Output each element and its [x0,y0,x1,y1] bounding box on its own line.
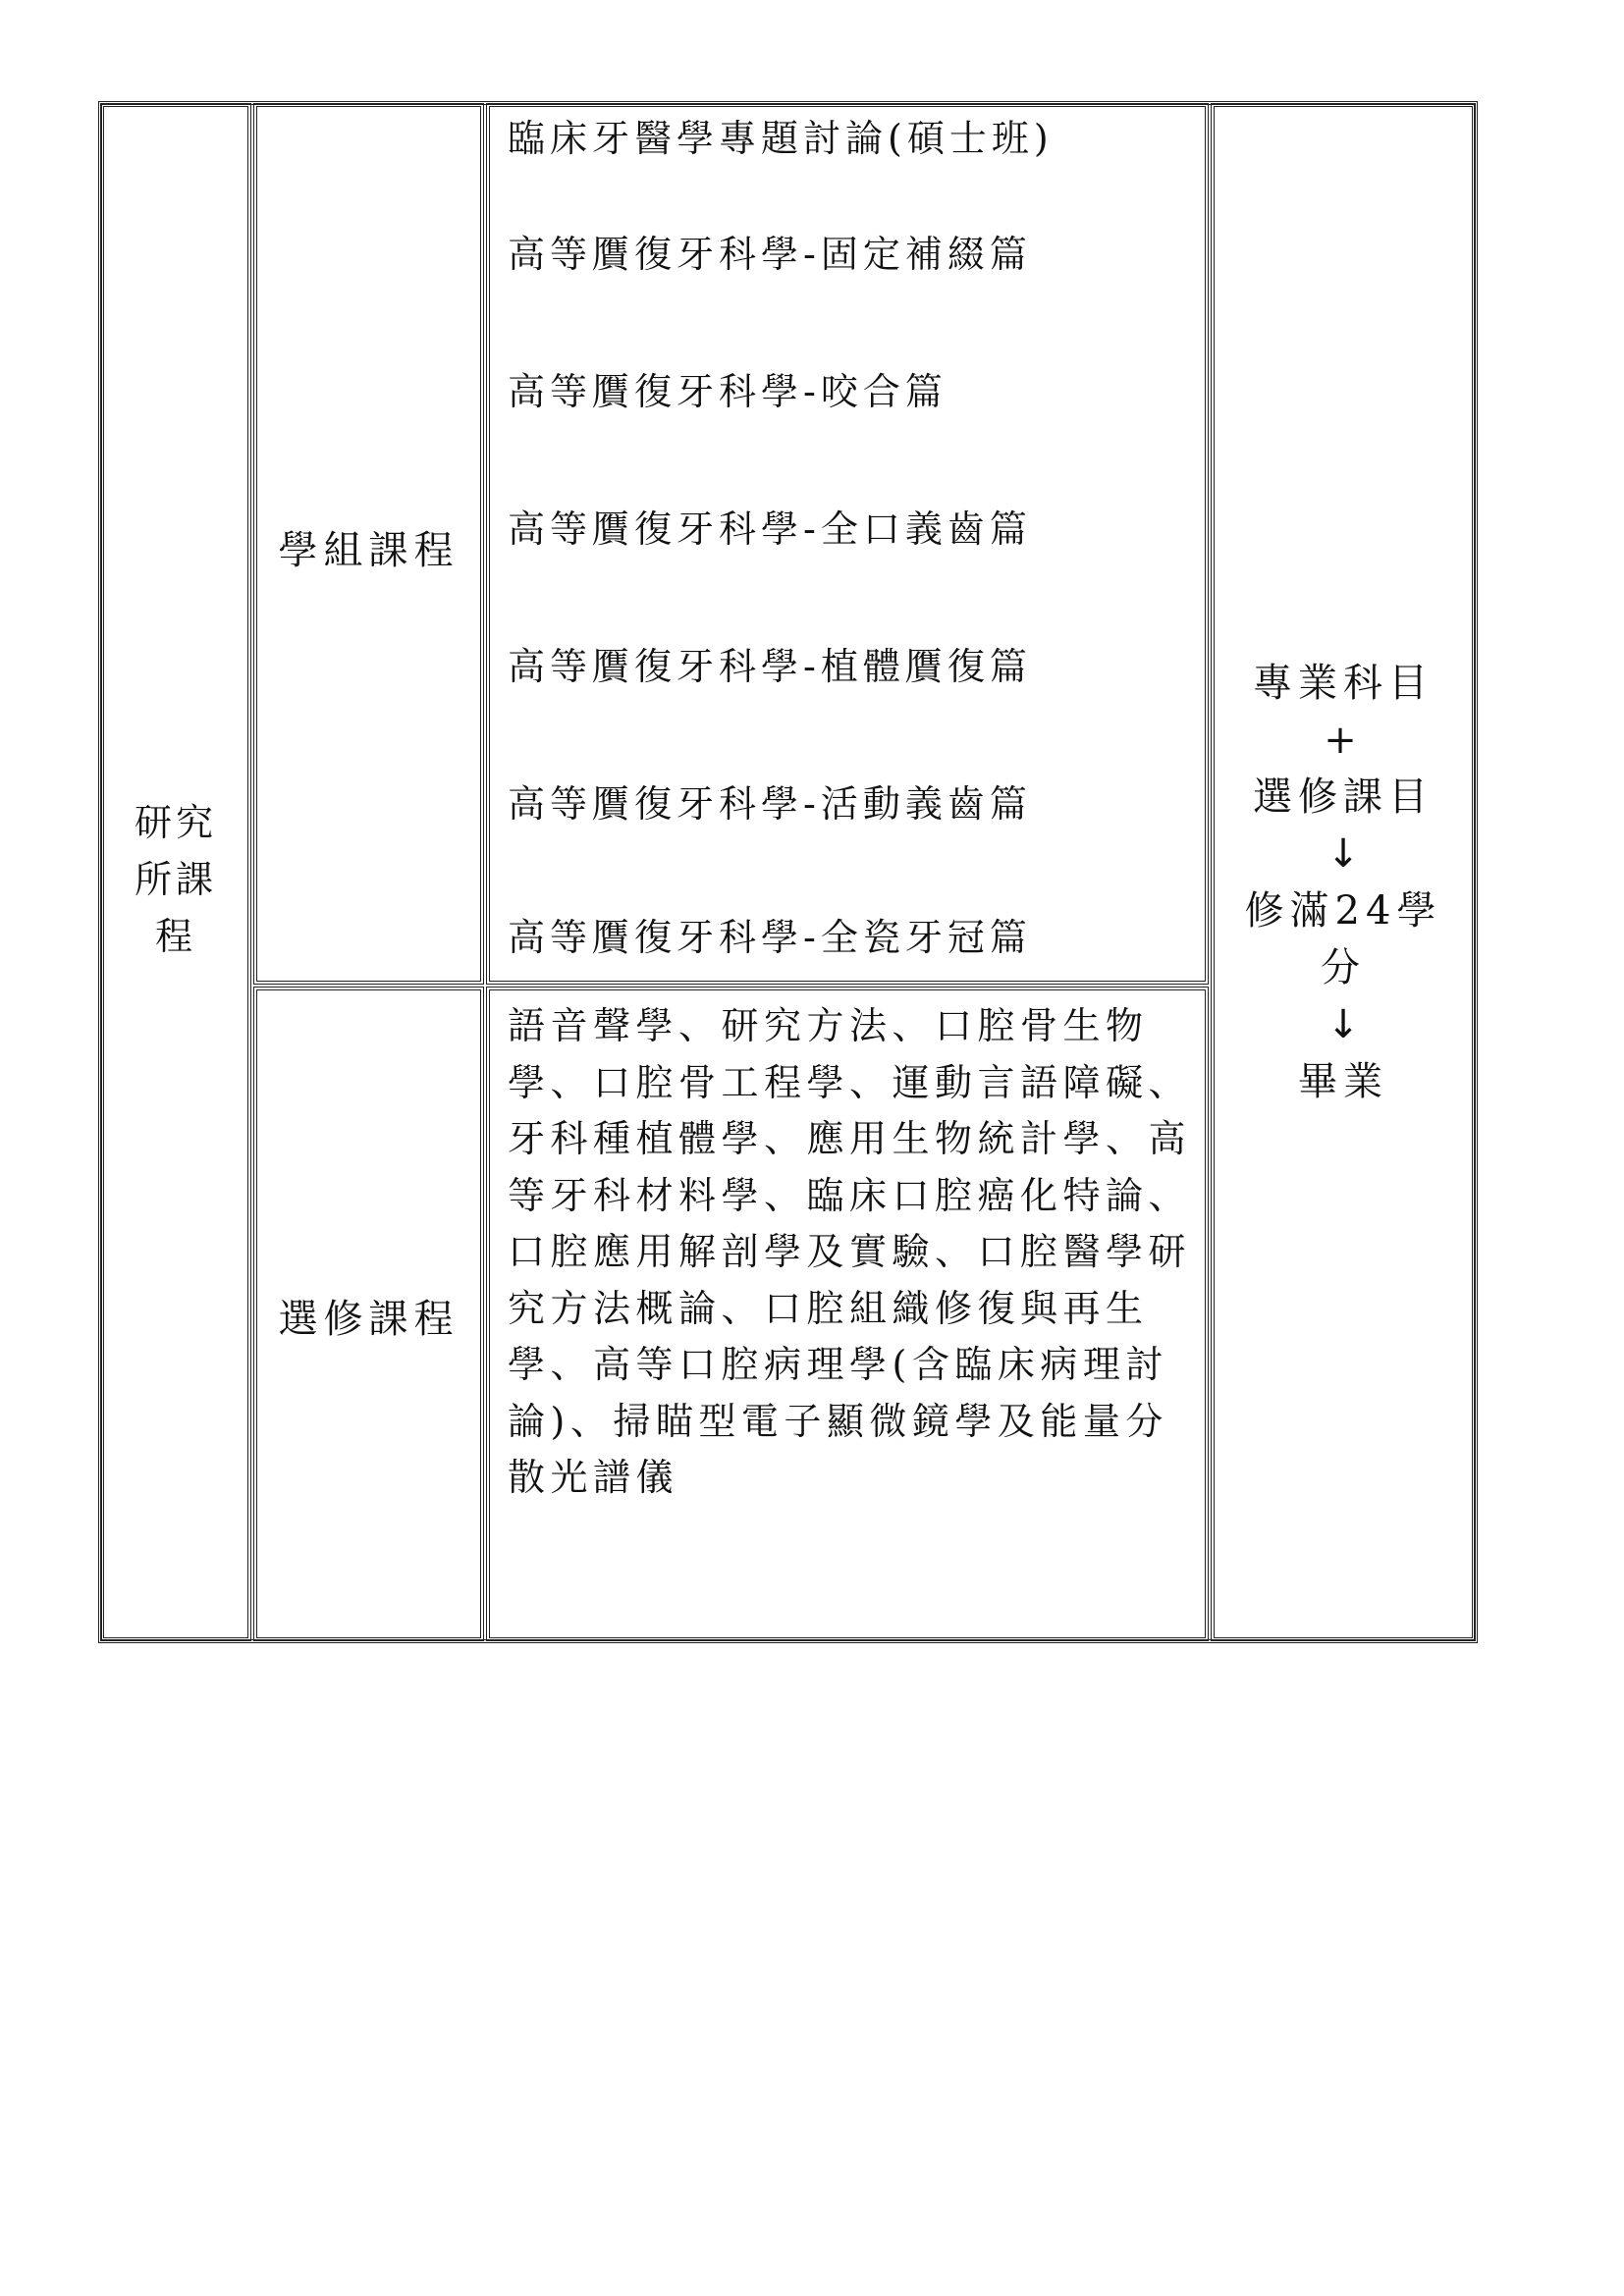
flow-elective-subjects: 選修課目 [1253,774,1434,820]
flow-credits-line [1215,882,1472,939]
main-category-label-line: 研究 [134,801,217,844]
elective-courses-cell [486,987,1209,1641]
group-course-item: 高等贋復牙科學-植體贋復篇 [508,645,1032,688]
down-arrow-icon: ↓ [1326,1002,1360,1047]
elective-courses-label-cell [253,987,484,1641]
main-category-cell [100,103,251,1641]
flow-professional-subjects: 專業科目 [1253,661,1434,706]
elective-courses-label: 選修課程 [278,1297,460,1342]
main-category-label-line: 程 [154,915,196,958]
group-course-item: 臨床牙醫學專題討論(碩士班) [508,117,1054,160]
group-courses-label: 學組課程 [278,528,460,573]
main-category-label-line: 所課 [134,858,217,901]
group-course-item: 高等贋復牙科學-活動義齒篇 [508,782,1032,826]
graduation-requirement-cell [1211,103,1476,1641]
group-course-item: 高等贋復牙科學-全瓷牙冠篇 [508,916,1032,959]
flow-credits-number: 24 [1334,888,1397,934]
flow-graduation: 畢業 [1298,1059,1388,1104]
group-courses-label-cell [253,103,484,985]
flow-credits-prefix: 修滿 [1244,888,1335,934]
flow-plus: + [1324,718,1363,763]
elective-course-list: 語音聲學、研究方法、口腔骨生物學、口腔骨工程學、運動言語障礙、牙科種植體學、應用生物統計學、高等牙科材料學、臨床口腔癌化特論、口腔應用解剖學及實驗、口腔醫學研究方法概論、口腔組織修復與再生學、高等口腔病理學(含臨床病理討論)、掃瞄型電子顯微鏡學及能量分散光譜儀 [508,1004,1192,1499]
main-category-label [104,794,247,965]
group-course-item: 高等贋復牙科學-固定補綴篇 [508,233,1032,276]
group-course-item: 高等贋復牙科學-咬合篇 [508,370,947,413]
flow-credits-suffix: 學 [1396,888,1442,934]
flow-credits-unit: 分 [1321,945,1366,990]
down-arrow-icon: ↓ [1326,831,1360,877]
group-course-item: 高等贋復牙科學-全口義齒篇 [508,507,1032,551]
group-courses-cell [486,103,1209,985]
graduation-flow [1215,655,1472,1110]
